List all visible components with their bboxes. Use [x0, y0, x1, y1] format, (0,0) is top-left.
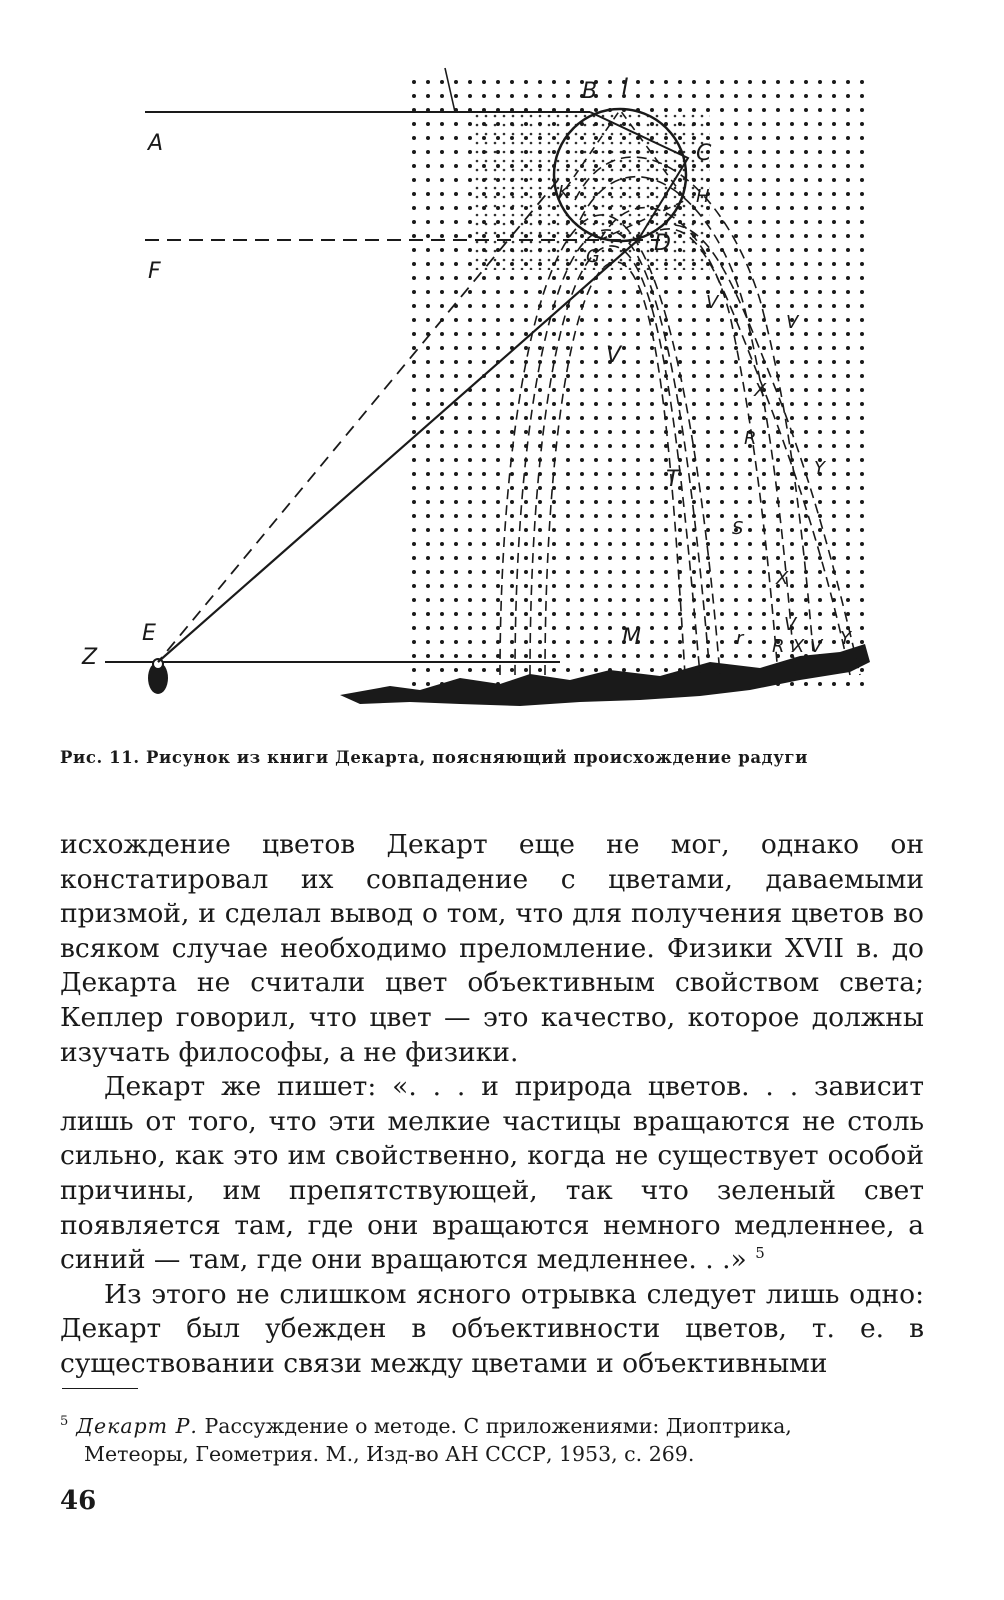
label-y1: Y: [814, 458, 825, 479]
footnote-text: Рассуждение о методе. С приложениями: Диоптрика,: [204, 1414, 792, 1438]
footnote: [60, 1412, 930, 1468]
footnote-rule: [62, 1388, 138, 1389]
label-k: K: [558, 182, 570, 203]
label-r1: R: [744, 428, 757, 449]
label-x3: X: [792, 636, 805, 657]
footnote-mark: 5: [60, 1414, 69, 1430]
label-r: r: [736, 628, 744, 649]
footnote-ref: 5: [755, 1244, 765, 1263]
label-e: E: [142, 621, 156, 646]
paragraph-2-text: Декарт же пишет: «. . . и природа цветов. . . зависит лишь от того, что эти мелкие частицы вращаются не столь сильно, как это им свойственно, когда не существует особой причины, им препятствующей, так что зеленый свет появляется там, где они вращаются немного медленнее, а синий — там, где они вращаются медленнее. . .»: [60, 1071, 924, 1276]
paragraph-2: [60, 1070, 924, 1278]
observer-eye: [148, 659, 168, 694]
label-m: M: [622, 625, 641, 650]
label-v1: V: [706, 292, 719, 313]
label-z: Z: [82, 645, 98, 670]
label-v4: V: [784, 614, 797, 635]
label-d: D: [654, 231, 671, 256]
label-f: F: [148, 259, 161, 284]
label-x1: X: [754, 380, 767, 401]
label-b: B: [582, 79, 598, 104]
label-v2: V: [786, 312, 799, 333]
label-i: I: [622, 75, 629, 100]
label-s: S: [732, 518, 744, 539]
label-x2: X: [776, 568, 789, 589]
page-number: 46: [60, 1486, 97, 1516]
label-t: T: [666, 467, 680, 492]
paragraph-1: исхождение цветов Декарт еще не мог, однако он констатировал их совпадение с цветами, даваемыми призмой, и сделал вывод о том, что для получения цветов во всяком случае необходимо преломление. Физики XVII в. до Декарта не считали цвет объективным свойством света; Кеплер говорил, что цвет — это качество, которое должны изучать философы, а не физики.: [60, 829, 924, 1068]
label-g: G: [586, 246, 600, 267]
label-v3: V: [606, 343, 622, 368]
rainbow-diagram: [60, 50, 940, 730]
footnote-text-line2: Метеоры, Геометрия. М., Изд-во АН СССР, 1953, с. 269.: [84, 1442, 695, 1466]
label-v5: V: [810, 636, 823, 657]
body-text: [60, 828, 924, 1382]
figure-caption: Рис. 11. Рисунок из книги Декарта, поясняющий происхождение радуги: [60, 748, 808, 767]
label-r2: R: [772, 636, 785, 657]
label-h: H: [696, 186, 710, 207]
label-c: C: [696, 141, 712, 166]
label-a: A: [148, 131, 164, 156]
label-y2: Y: [840, 628, 851, 649]
footnote-author: Декарт Р.: [76, 1414, 198, 1438]
paragraph-3: Из этого не слишком ясного отрывка следует лишь одно: Декарт был убежден в объективности цветов, т. е. в существовании связи между цветами и объективными: [60, 1278, 924, 1379]
